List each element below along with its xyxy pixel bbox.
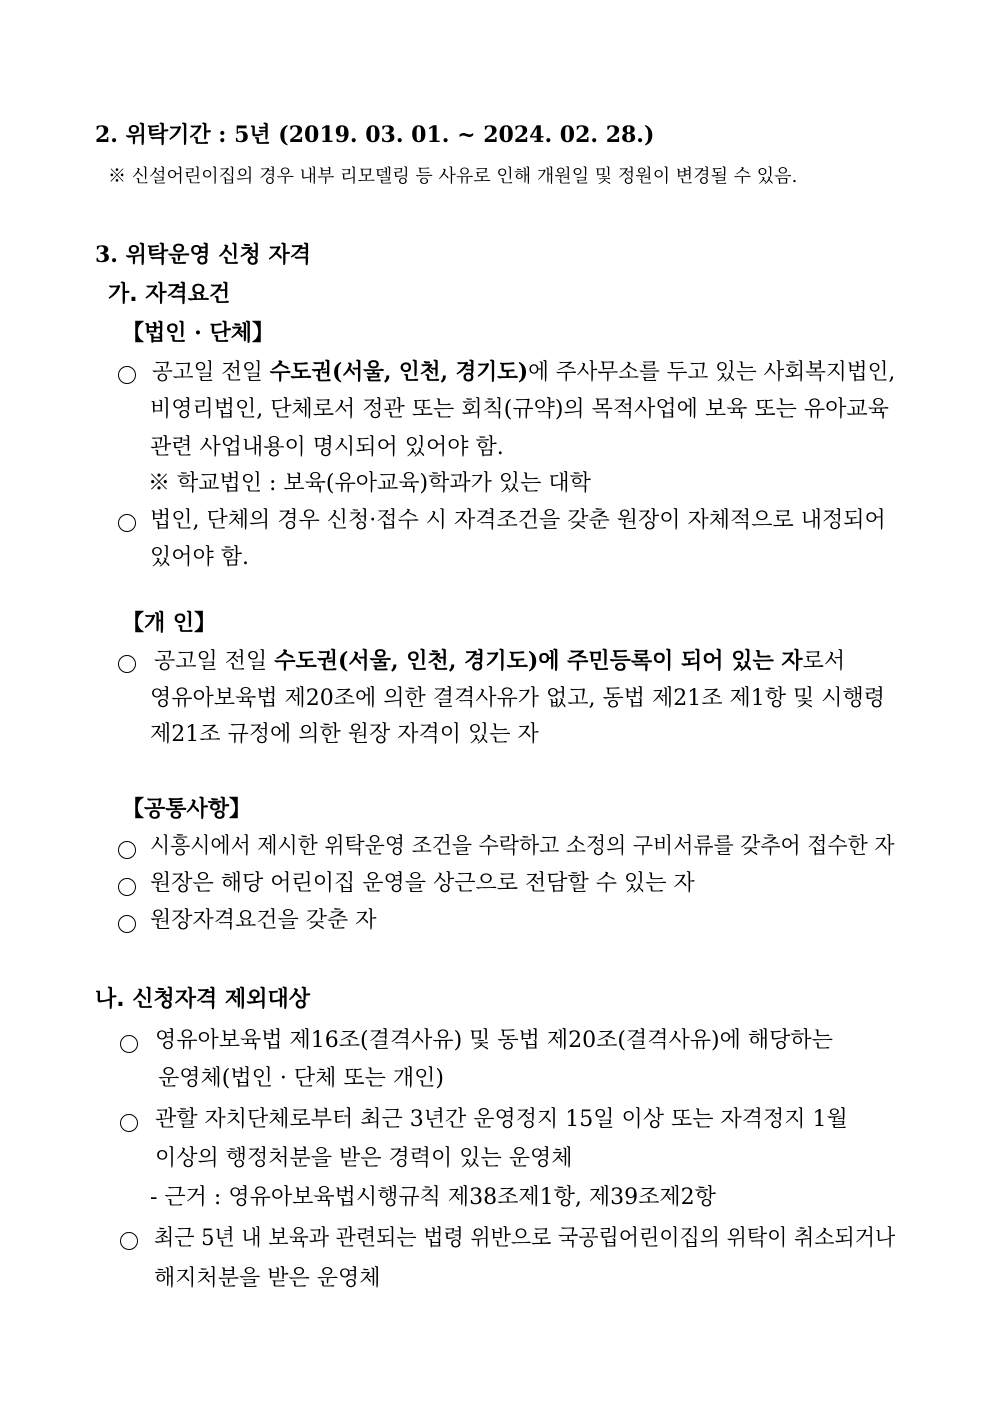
- circle-bullet-icon: [118, 878, 136, 896]
- circle-bullet-icon: [118, 915, 136, 933]
- corp-item1-line1: 공고일 전일 수도권(서울, 인천, 경기도)에 주사무소를 두고 있는 사회복지법인,: [152, 359, 896, 385]
- individual-header: 【개 인】: [122, 610, 217, 636]
- corp-item1-line2: 비영리법인, 단체로서 정관 또는 회칙(규약)의 목적사업에 보육 또는 유아교육: [150, 397, 889, 422]
- corp-item1-line3: 관련 사업내용이 명시되어 있어야 함.: [150, 435, 504, 460]
- corp-header: 【법인 · 단체】: [122, 320, 274, 346]
- circle-bullet-icon: [120, 1232, 138, 1250]
- individual-item1-line3: 제21조 규정에 의한 원장 자격이 있는 자: [150, 722, 539, 747]
- corp-item1-note: ※ 학교법인 : 보육(유아교육)학과가 있는 대학: [148, 471, 591, 496]
- section-2-note: ※ 신설어린이집의 경우 내부 리모델링 등 사유로 인해 개원일 및 정원이 변경될 수 있음.: [108, 166, 798, 187]
- circle-bullet-icon: [118, 366, 136, 384]
- common-item: 시흥시에서 제시한 위탁운영 조건을 수락하고 소정의 구비서류를 갖추어 접수한 자: [150, 834, 895, 859]
- section-2-title: 2. 위탁기간 : 5년 (2019. 03. 01. ~ 2024. 02. 28.): [95, 122, 655, 148]
- exclusion-item2-line1: 관할 자치단체로부터 최근 3년간 운영정지 15일 이상 또는 자격정지 1월: [155, 1107, 848, 1132]
- exclusion-item2-line2: 이상의 행정처분을 받은 경력이 있는 운영체: [155, 1146, 573, 1171]
- circle-bullet-icon: [120, 1035, 138, 1053]
- circle-bullet-icon: [118, 514, 136, 532]
- exclusion-item3-line1: 최근 5년 내 보육과 관련되는 법령 위반으로 국공립어린이집의 위탁이 취소되거나: [154, 1226, 896, 1251]
- corp-item2-line2: 있어야 함.: [150, 545, 249, 570]
- individual-item1-line2: 영유아보육법 제20조에 의한 결격사유가 없고, 동법 제21조 제1항 및 시행령: [150, 686, 885, 711]
- exclusion-item3-line2: 해지처분을 받은 운영체: [154, 1266, 381, 1291]
- subsection-a-title: 가. 자격요건: [108, 282, 231, 307]
- circle-bullet-icon: [118, 655, 136, 673]
- subsection-b-title: 나. 신청자격 제외대상: [95, 987, 310, 1012]
- circle-bullet-icon: [120, 1114, 138, 1132]
- common-header: 【공통사항】: [122, 796, 252, 822]
- common-item: 원장은 해당 어린이집 운영을 상근으로 전담할 수 있는 자: [150, 871, 695, 896]
- exclusion-item1-line2: 운영체(법인 · 단체 또는 개인): [158, 1066, 444, 1091]
- corp-item2-line1: 법인, 단체의 경우 신청·접수 시 자격조건을 갖춘 원장이 자체적으로 내정되어: [150, 508, 886, 533]
- circle-bullet-icon: [118, 841, 136, 859]
- individual-item1-line1: 공고일 전일 수도권(서울, 인천, 경기도)에 주민등록이 되어 있는 자로서: [154, 648, 846, 674]
- exclusion-item2-basis: - 근거 : 영유아보육법시행규칙 제38조제1항, 제39조제2항: [150, 1185, 716, 1210]
- common-item: 원장자격요건을 갖춘 자: [150, 908, 377, 933]
- section-3-title: 3. 위탁운영 신청 자격: [95, 242, 311, 268]
- exclusion-item1-line1: 영유아보육법 제16조(결격사유) 및 동법 제20조(결격사유)에 해당하는: [155, 1028, 833, 1053]
